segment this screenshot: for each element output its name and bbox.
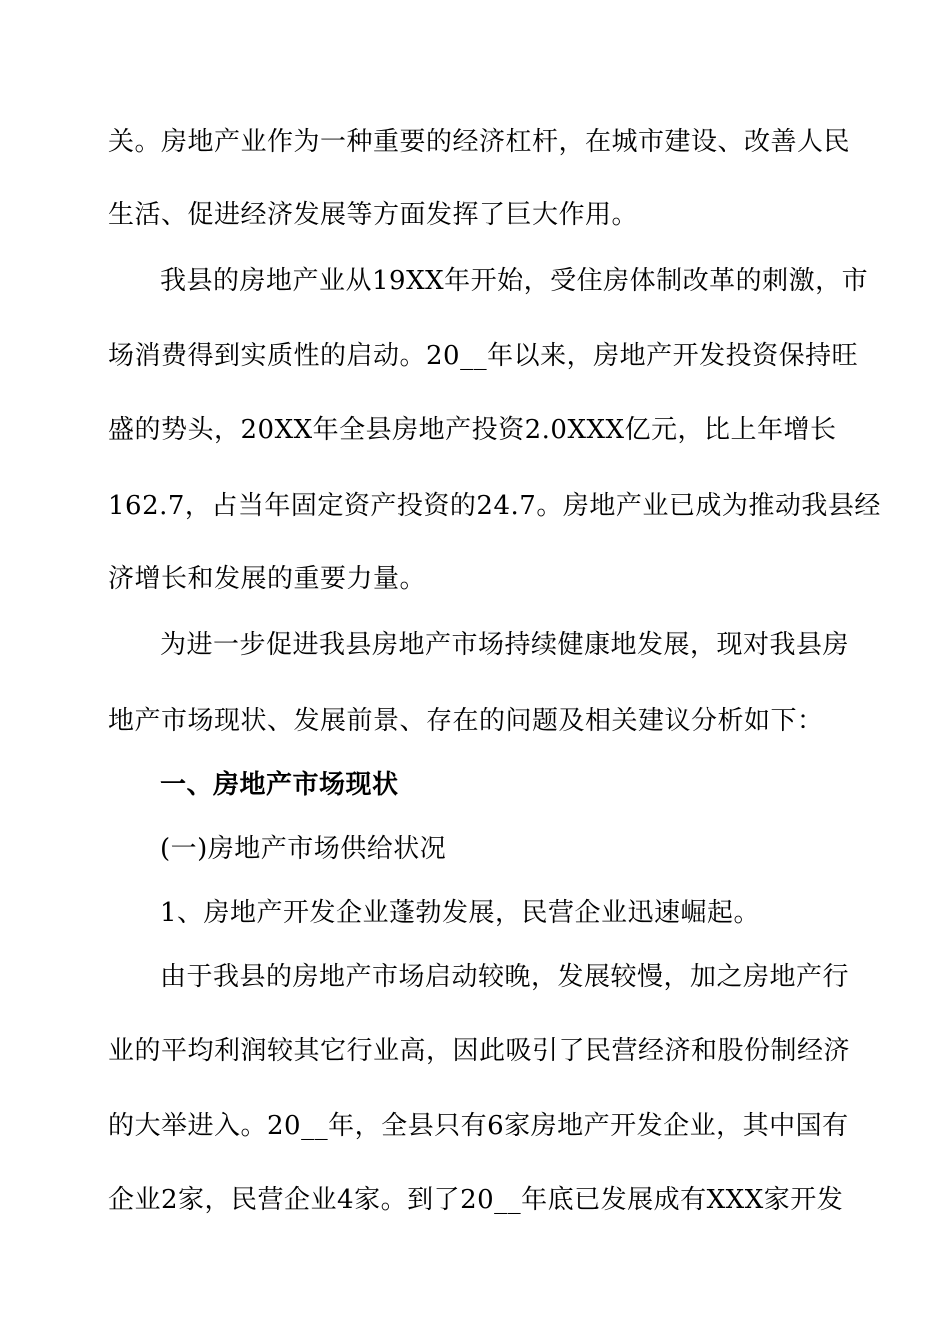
paragraph-line-3: 我县的房地产业从19XX年开始，受住房体制改革的刺激，市 bbox=[160, 266, 869, 296]
item-heading: 1、房地产开发企业蓬勃发展，民营企业迅速崛起。 bbox=[160, 898, 761, 928]
subsection-heading: (一)房地产市场供给状况 bbox=[160, 834, 447, 864]
paragraph-line-14: 业的平均利润较其它行业高，因此吸引了民营经济和股份制经济 bbox=[108, 1036, 851, 1066]
paragraph-line-1: 关。房地产业作为一种重要的经济杠杆，在城市建设、改善人民 bbox=[108, 127, 851, 157]
section-heading: 一、房地产市场现状 bbox=[160, 770, 399, 800]
paragraph-line-8: 为进一步促进我县房地产市场持续健康地发展，现对我县房 bbox=[160, 630, 850, 660]
paragraph-line-9: 地产市场现状、发展前景、存在的问题及相关建议分析如下： bbox=[108, 706, 824, 736]
paragraph-line-7: 济增长和发展的重要力量。 bbox=[108, 564, 427, 594]
paragraph-line-16: 企业2家，民营企业4家。到了20__年底已发展成有XXX家开发 bbox=[108, 1185, 844, 1215]
paragraph-line-5: 盛的势头，20XX年全县房地产投资2.0XXX亿元，比上年增长 bbox=[108, 415, 837, 445]
paragraph-line-2: 生活、促进经济发展等方面发挥了巨大作用。 bbox=[108, 200, 639, 230]
paragraph-line-15: 的大举进入。20__年，全县只有6家房地产开发企业，其中国有 bbox=[108, 1111, 849, 1141]
paragraph-line-6: 162.7，占当年固定资产投资的24.7。房地产业已成为推动我县经 bbox=[108, 491, 881, 521]
paragraph-line-13: 由于我县的房地产市场启动较晚，发展较慢，加之房地产行 bbox=[160, 962, 850, 992]
paragraph-line-4: 场消费得到实质性的启动。20__年以来，房地产开发投资保持旺 bbox=[108, 341, 859, 371]
